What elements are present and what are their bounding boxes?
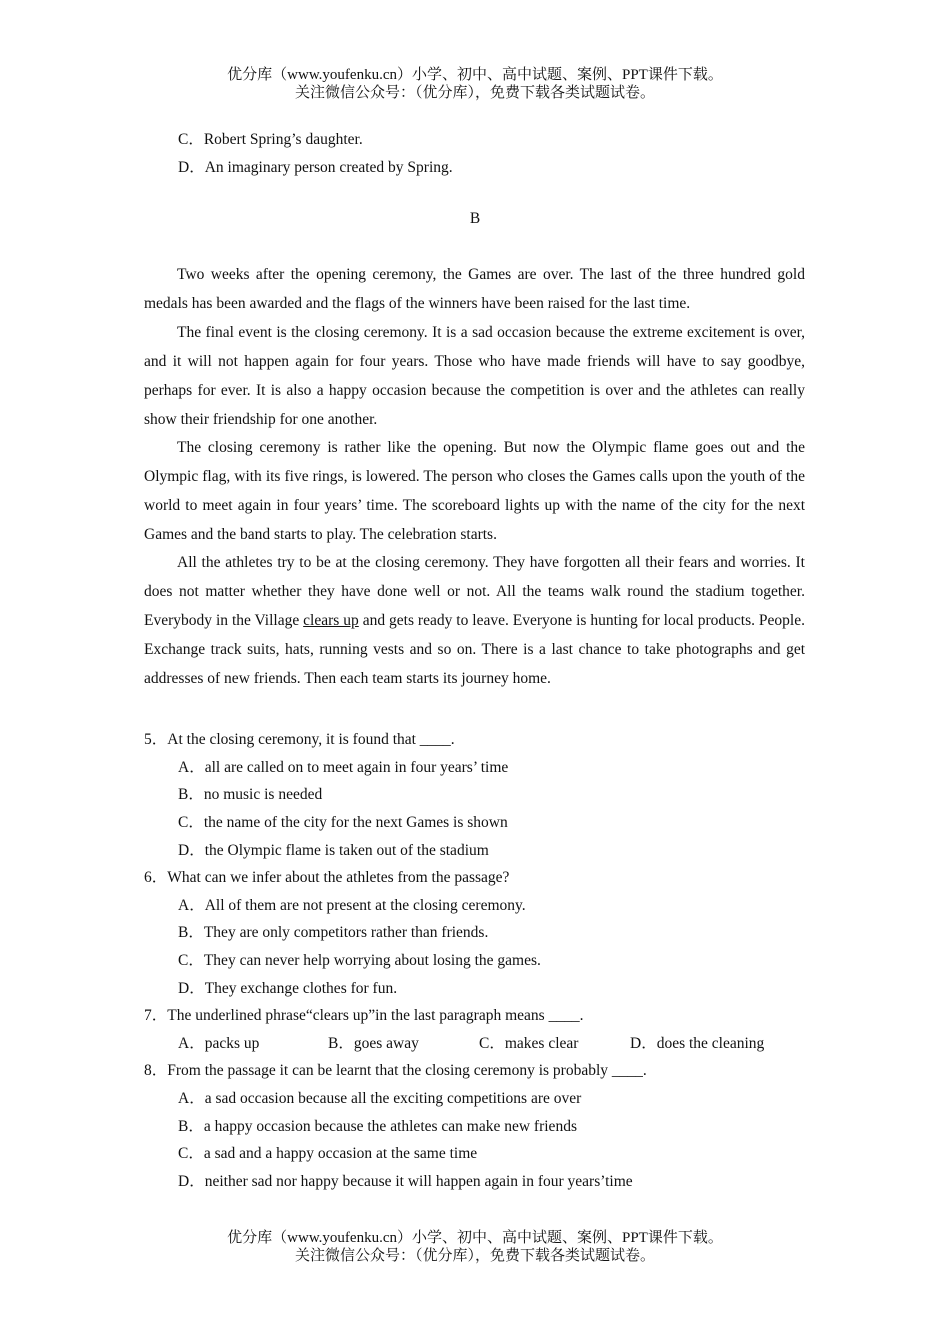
option-label: B． xyxy=(178,1118,204,1135)
paragraph-text: All the athletes try to be at the closing ceremony. They have forgotten all their fears and worries. It does not matter whether they have done well or not. All the teams walk round the stadium together. Everybody in the Village xyxy=(144,554,805,629)
q8-option-a xyxy=(178,1086,581,1108)
option-text: makes clear xyxy=(504,1035,579,1052)
q5-option-d xyxy=(178,838,489,860)
q7-option-b xyxy=(328,1031,419,1053)
prev-option-c xyxy=(178,127,363,149)
section-label: B xyxy=(469,210,481,227)
q5-option-b xyxy=(178,782,322,804)
footer-line-2: 关注微信公众号：（优分库），免费下载各类试题试卷。 xyxy=(294,1248,655,1264)
q8-option-d xyxy=(178,1169,633,1191)
option-label: D． xyxy=(630,1035,657,1052)
question-stem: At the closing ceremony, it is found that ____. xyxy=(167,731,455,748)
question-stem: What can we infer about the athletes from the passage? xyxy=(167,869,510,886)
option-text: does the cleaning xyxy=(656,1035,765,1052)
option-label: B． xyxy=(178,786,204,803)
option-text: They exchange clothes for fun. xyxy=(204,980,398,997)
option-text: all are called on to meet again in four years’ time xyxy=(204,759,509,776)
option-text: They can never help worrying about losing the games. xyxy=(203,952,541,969)
option-label: D． xyxy=(178,159,205,176)
prev-option-d xyxy=(178,155,453,177)
option-text: They are only competitors rather than friends. xyxy=(203,924,489,941)
header-line-2: 关注微信公众号：（优分库），免费下载各类试题试卷。 xyxy=(294,85,655,101)
q5-option-a xyxy=(178,755,508,777)
question-stem: The underlined phrase“clears up”in the last paragraph means ____. xyxy=(167,1007,584,1024)
option-text: An imaginary person created by Spring. xyxy=(204,159,453,176)
option-text: a happy occasion because the athletes can make new friends xyxy=(203,1118,577,1135)
question-5 xyxy=(144,727,455,749)
header-line-1: 优分库（www.youfenku.cn）小学、初中、高中试题、案例、PPT课件下载。 xyxy=(227,67,723,83)
option-text: a sad and a happy occasion at the same time xyxy=(203,1145,478,1162)
paragraph-text: and gets ready to leave. Everyone is hunting for local products. People. Exchange track suits, hats, running vests and so on. There is a last chance to take photographs and get addresses of new friends. Then each team starts its journey home. xyxy=(144,612,805,687)
option-label: A． xyxy=(178,759,205,776)
option-text: a sad occasion because all the exciting competitions are over xyxy=(204,1090,582,1107)
question-7 xyxy=(144,1003,583,1025)
passage-paragraph-4 xyxy=(144,548,805,693)
option-text: All of them are not present at the closing ceremony. xyxy=(204,897,526,914)
q8-option-c xyxy=(178,1141,477,1163)
option-label: B． xyxy=(328,1035,354,1052)
question-number: 7． xyxy=(144,1007,168,1024)
option-text: Robert Spring’s daughter. xyxy=(203,131,363,148)
option-label: D． xyxy=(178,1173,205,1190)
question-stem: From the passage it can be learnt that the closing ceremony is probably ____. xyxy=(167,1062,647,1079)
option-label: D． xyxy=(178,980,205,997)
option-label: C． xyxy=(178,1145,204,1162)
option-label: C． xyxy=(178,952,204,969)
q6-option-b xyxy=(178,920,488,942)
q7-option-c xyxy=(479,1031,578,1053)
footer-line-1: 优分库（www.youfenku.cn）小学、初中、高中试题、案例、PPT课件下载。 xyxy=(227,1230,723,1246)
q7-option-a xyxy=(178,1031,259,1053)
question-6 xyxy=(144,865,509,887)
q8-option-b xyxy=(178,1114,577,1136)
option-label: C． xyxy=(178,814,204,831)
underlined-phrase: clears up xyxy=(303,612,359,629)
q6-option-a xyxy=(178,893,526,915)
passage-paragraph-3: The closing ceremony is rather like the opening. But now the Olympic flame goes out and the Olympic flag, with its five rings, is lowered. The person who closes the Games calls upon the youth of the world to meet again in four years’ time. The scoreboard lights up with the name of the city for the next Games and the band starts to play. The celebration starts. xyxy=(144,439,805,543)
option-text: the Olympic flame is taken out of the stadium xyxy=(204,842,489,859)
option-label: D． xyxy=(178,842,205,859)
passage-paragraph-2: The final event is the closing ceremony. It is a sad occasion because the extreme excitement is over, and it will not happen again for four years. Those who have made friends will have to say goodbye, perhaps for ever. It is also a happy occasion because the competition is over and the athletes can really show their friendship for one another. xyxy=(144,324,805,428)
option-label: C． xyxy=(479,1035,505,1052)
option-label: A． xyxy=(178,1035,205,1052)
option-label: A． xyxy=(178,897,205,914)
option-text: goes away xyxy=(353,1035,419,1052)
option-text: packs up xyxy=(204,1035,260,1052)
question-number: 5． xyxy=(144,731,168,748)
passage-paragraph-1: Two weeks after the opening ceremony, the Games are over. The last of the three hundred gold medals has been awarded and the flags of the winners have been raised for the last time. xyxy=(144,266,805,312)
question-8 xyxy=(144,1058,647,1080)
option-text: no music is needed xyxy=(203,786,323,803)
option-text: the name of the city for the next Games is shown xyxy=(203,814,508,831)
q5-option-c xyxy=(178,810,508,832)
question-number: 6． xyxy=(144,869,168,886)
page-header xyxy=(0,66,950,102)
option-label: B． xyxy=(178,924,204,941)
option-label: C． xyxy=(178,131,204,148)
q6-option-c xyxy=(178,948,541,970)
option-text: neither sad nor happy because it will happen again in four years’time xyxy=(204,1173,633,1190)
q6-option-d xyxy=(178,976,397,998)
page-footer xyxy=(0,1229,950,1265)
question-number: 8． xyxy=(144,1062,168,1079)
q7-option-d xyxy=(630,1031,764,1053)
option-label: A． xyxy=(178,1090,205,1107)
